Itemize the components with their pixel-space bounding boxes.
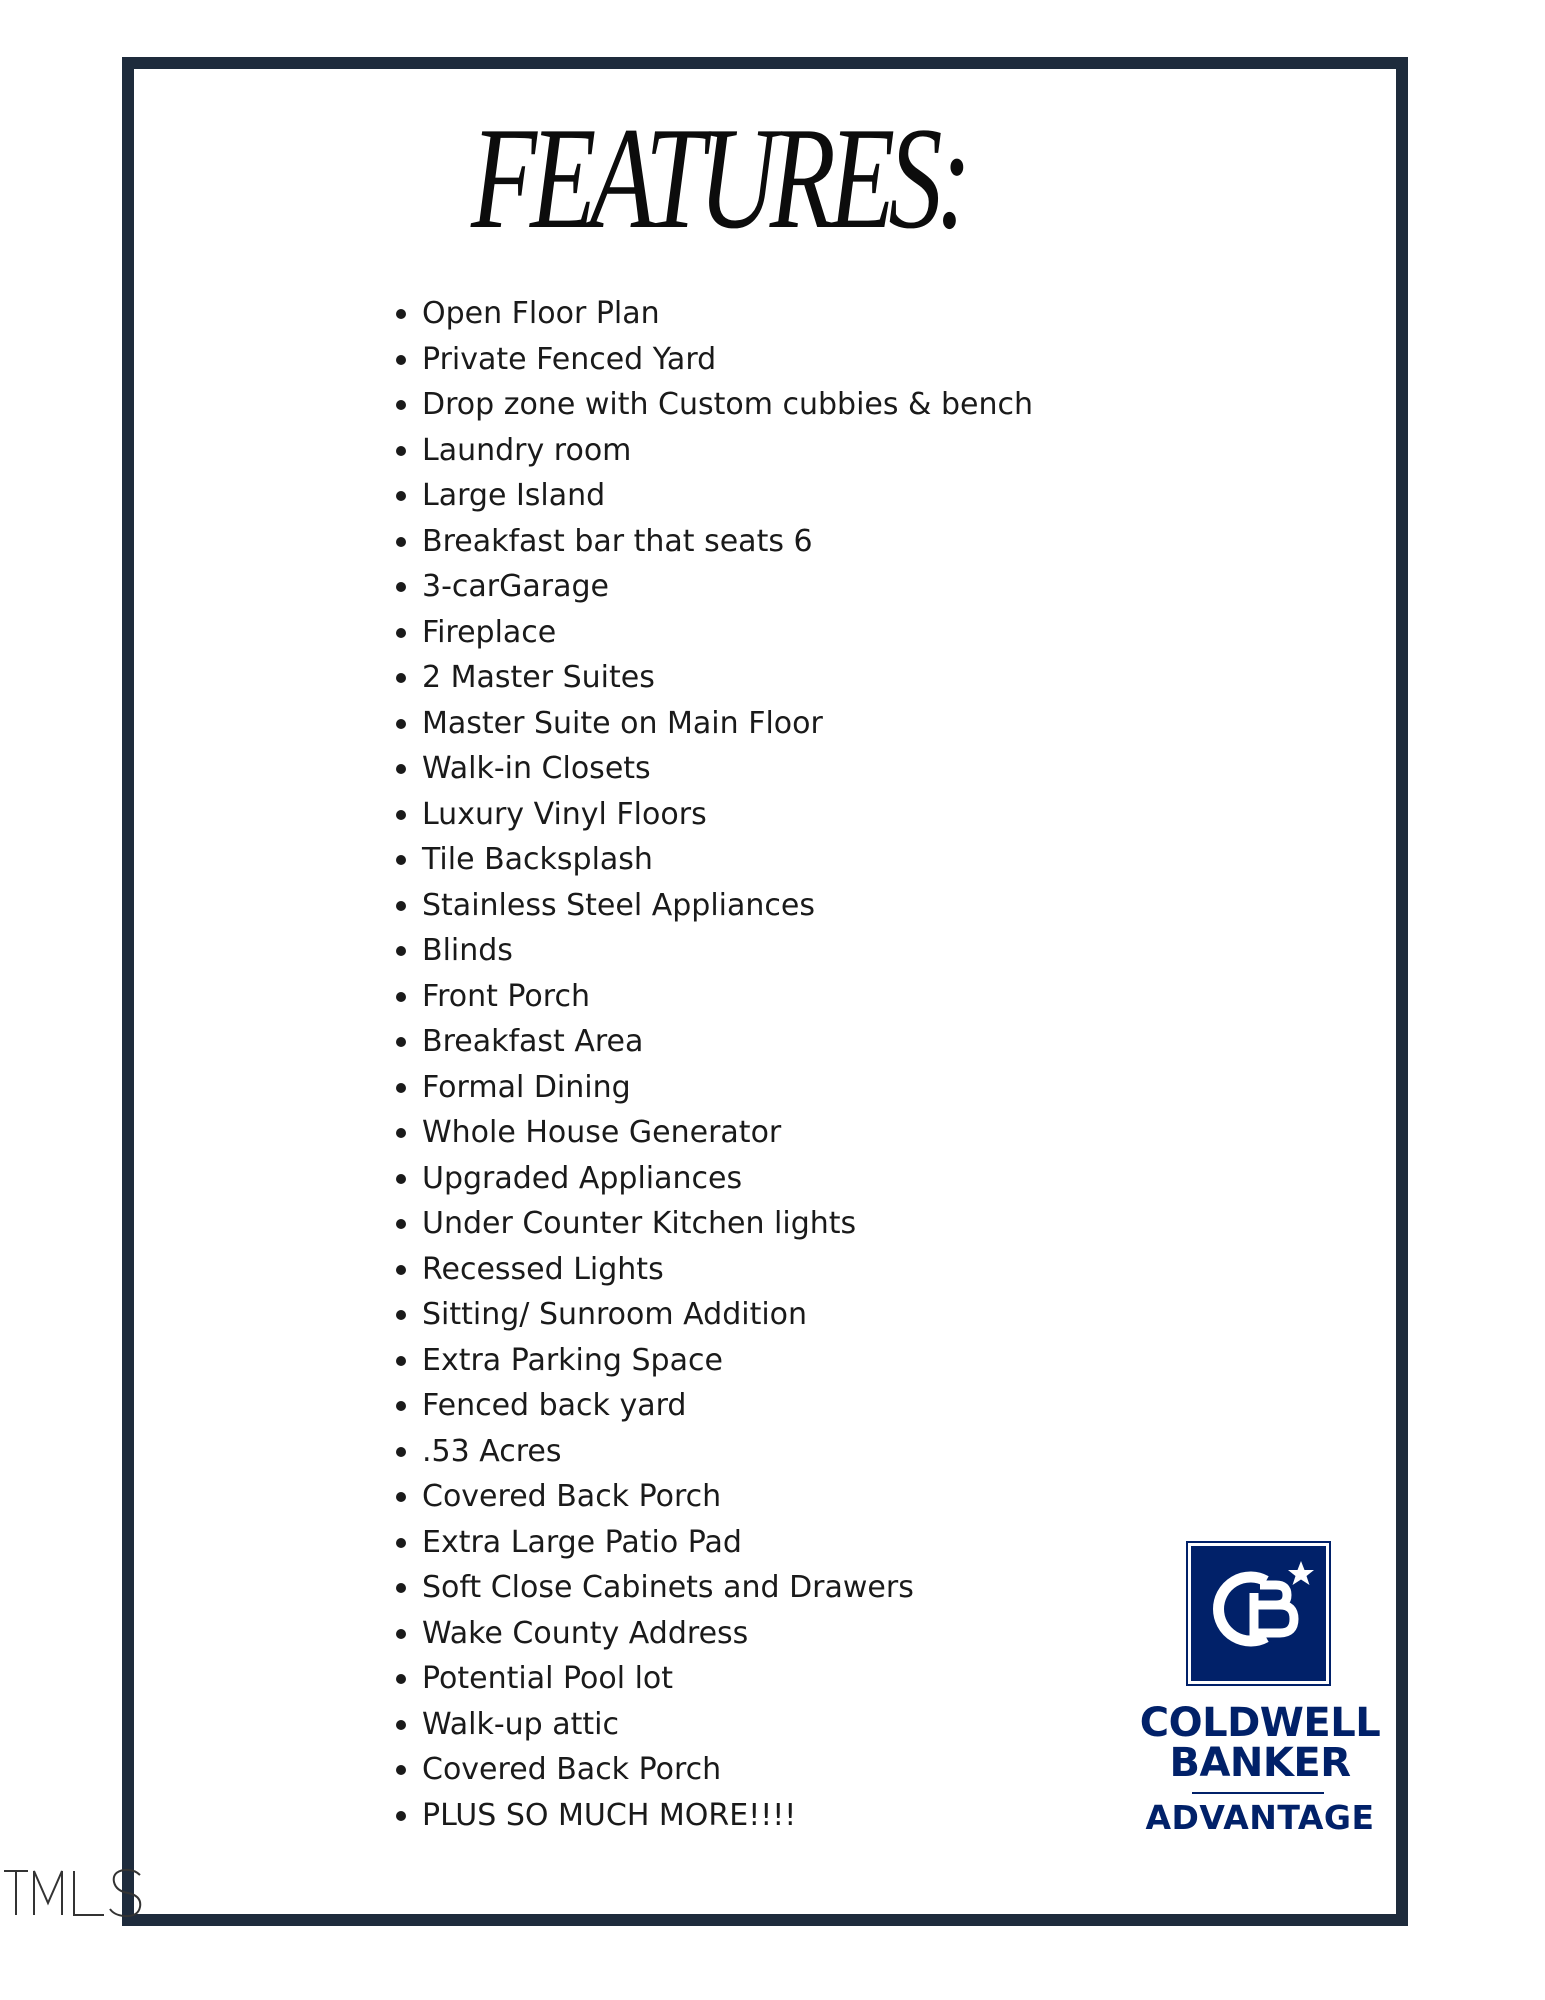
bullet-icon [396,1765,406,1775]
feature-text: Formal Dining [422,1069,631,1105]
bullet-icon [396,764,406,774]
bullet-icon [396,400,406,410]
bullet-icon [396,1356,406,1366]
feature-text: Covered Back Porch [422,1479,722,1514]
feature-item [396,564,1096,610]
bullet-icon [396,1219,406,1229]
feature-item [396,337,1096,383]
feature-item [396,792,1096,838]
feature-text: Wake County Address [422,1615,749,1651]
feature-text: Whole House Generator [422,1115,782,1150]
feature-text: Fireplace [422,614,557,650]
bullet-icon [396,1583,406,1593]
bullet-icon [396,1083,406,1093]
bullet-icon [396,309,406,319]
feature-item [396,473,1096,519]
tmls-watermark-icon [2,1865,152,1921]
feature-text: Open Floor Plan [422,296,660,331]
feature-text: Extra Large Patio Pad [422,1524,742,1560]
feature-text: Tile Backsplash [422,842,653,877]
bullet-icon [396,1128,406,1138]
feature-item [396,883,1096,929]
feature-item [396,1292,1096,1338]
feature-text: .53 Acres [422,1433,562,1469]
bullet-icon [396,628,406,638]
feature-text: 2 Master Suites [422,660,655,695]
feature-text: Drop zone with Custom cubbies & bench [422,387,1033,422]
feature-text: Breakfast bar that seats 6 [422,523,813,559]
bullet-icon [396,582,406,592]
feature-item [396,837,1096,883]
bullet-icon [396,855,406,865]
feature-item [396,1793,1096,1839]
coldwell-banker-logo [1186,1541,1331,1686]
feature-text: Stainless Steel Appliances [422,887,815,923]
feature-text: Potential Pool lot [422,1661,674,1696]
feature-text: PLUS SO MUCH MORE!!!! [422,1797,797,1833]
feature-item [396,1201,1096,1247]
feature-text: Covered Back Porch [422,1752,722,1787]
feature-text: Under Counter Kitchen lights [422,1206,857,1241]
feature-item [396,928,1096,974]
feature-item [396,610,1096,656]
bullet-icon [396,1811,406,1821]
feature-text: 3-carGarage [422,569,609,604]
feature-item [396,382,1096,428]
bullet-icon [396,1265,406,1275]
feature-item [396,1429,1096,1475]
bullet-icon [396,355,406,365]
bullet-icon [396,1720,406,1730]
feature-item [396,701,1096,747]
feature-item [396,1156,1096,1202]
bullet-icon [396,1401,406,1411]
feature-text: Recessed Lights [422,1251,664,1287]
feature-item [396,291,1096,337]
brand-name-coldwell: COLDWELL [1139,1700,1381,1746]
feature-text: Private Fenced Yard [422,341,717,377]
feature-text: Extra Parking Space [422,1342,723,1378]
feature-item [396,428,1096,474]
bullet-icon [396,1037,406,1047]
bullet-icon [396,537,406,547]
feature-text: Luxury Vinyl Floors [422,796,707,832]
feature-item [396,746,1096,792]
feature-text: Walk-in Closets [422,751,651,786]
bullet-icon [396,491,406,501]
features-list [396,291,1096,1838]
feature-item [396,1565,1096,1611]
bullet-icon [396,1629,406,1639]
feature-item [396,1338,1096,1384]
feature-text: Front Porch [422,978,590,1014]
feature-text: Sitting/ Sunroom Addition [422,1297,808,1332]
bullet-icon [396,1538,406,1548]
cb-monogram-icon [1188,1543,1329,1684]
bullet-icon [396,446,406,456]
feature-text: Breakfast Area [422,1024,644,1059]
feature-item [396,1247,1096,1293]
bullet-icon [396,992,406,1002]
brand-divider [1192,1792,1324,1794]
bullet-icon [396,1174,406,1184]
bullet-icon [396,1492,406,1502]
bullet-icon [396,719,406,729]
feature-item [396,974,1096,1020]
brand-name-banker: BANKER [1169,1740,1351,1786]
feature-text: Upgraded Appliances [422,1160,743,1196]
features-heading: FEATURES: [471,97,966,259]
feature-item [396,1656,1096,1702]
bullet-icon [396,1447,406,1457]
feature-text: Large Island [422,478,606,513]
bullet-icon [396,901,406,911]
feature-item [396,1110,1096,1156]
feature-item [396,1702,1096,1748]
feature-item [396,655,1096,701]
feature-item [396,519,1096,565]
feature-item [396,1383,1096,1429]
bullet-icon [396,673,406,683]
feature-text: Fenced back yard [422,1388,687,1423]
feature-text: Master Suite on Main Floor [422,705,823,741]
feature-text: Walk-up attic [422,1706,619,1742]
feature-item [396,1019,1096,1065]
bullet-icon [396,810,406,820]
bullet-icon [396,946,406,956]
feature-item [396,1747,1096,1793]
feature-item [396,1474,1096,1520]
feature-text: Blinds [422,933,513,968]
feature-item [396,1611,1096,1657]
bullet-icon [396,1310,406,1320]
feature-text: Laundry room [422,432,632,468]
bullet-icon [396,1674,406,1684]
feature-text: Soft Close Cabinets and Drawers [422,1570,914,1605]
feature-item [396,1520,1096,1566]
brand-name-advantage: ADVANTAGE [1145,1798,1375,1837]
feature-item [396,1065,1096,1111]
